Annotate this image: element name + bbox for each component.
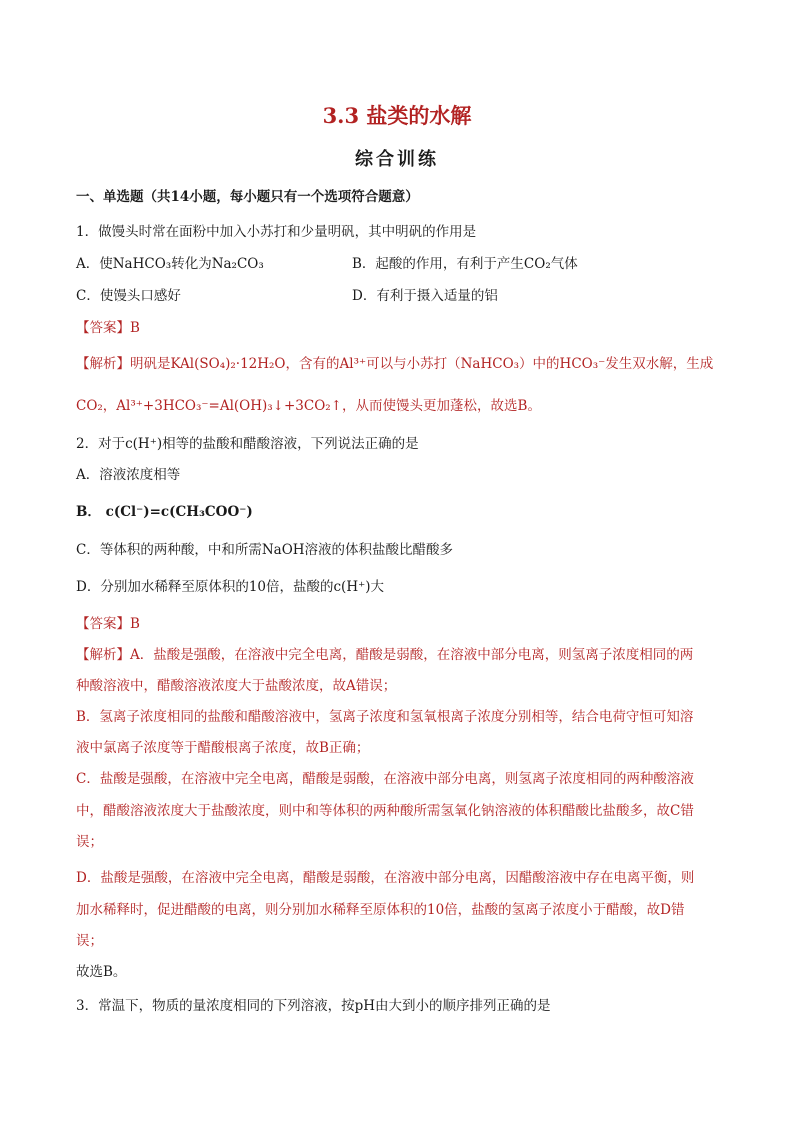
question-2-stem: 2．对于c(H⁺)相等的盐酸和醋酸溶液，下列说法正确的是: [76, 436, 419, 452]
question-2-explanation-line-3: B．氢离子浓度相同的盐酸和醋酸溶液中，氢离子浓度和氢氧根离子浓度分别相等，结合电荷守恒可知溶: [76, 709, 694, 725]
question-2-explanation-line-2: 种酸溶液中，醋酸溶液浓度大于盐酸浓度，故A错误；: [76, 678, 397, 694]
question-1-stem: 1．做馒头时常在面粉中加入小苏打和少量明矾，其中明矾的作用是: [76, 224, 477, 240]
question-2-conclusion: 故选B。: [76, 964, 127, 980]
question-2-explanation-line-1: 【解析】A．盐酸是强酸，在溶液中完全电离，醋酸是弱酸，在溶液中部分电离，则氢离子浓度相同的两: [76, 647, 694, 663]
question-2-explanation-line-9: 加水稀释时，促进醋酸的电离，则分别加水稀释至原体积的10倍，盐酸的氢离子浓度小于醋酸，故D错: [76, 902, 685, 918]
question-2-explanation-line-7: 误；: [76, 834, 103, 850]
question-2-explanation-line-4: 液中氯离子浓度等于醋酸根离子浓度，故B正确；: [76, 740, 370, 756]
question-2-option-b: B． c(Cl⁻)=c(CH₃COO⁻): [76, 504, 253, 520]
question-1-option-d: D．有利于摄入适量的铝: [352, 288, 498, 304]
question-1-option-b: B．起酸的作用，有利于产生CO₂气体: [352, 256, 578, 272]
question-2-option-d: D．分别加水稀释至原体积的10倍，盐酸的c(H⁺)大: [76, 579, 384, 595]
question-1-option-a: A．使NaHCO₃转化为Na₂CO₃: [76, 256, 264, 272]
question-2-explanation-line-10: 误；: [76, 933, 103, 949]
question-1-answer: 【答案】B: [76, 320, 140, 336]
question-2-explanation-line-5: C．盐酸是强酸，在溶液中完全电离，醋酸是弱酸，在溶液中部分电离，则氢离子浓度相同的两种酸溶液: [76, 771, 694, 787]
question-1-option-c: C．使馒头口感好: [76, 288, 181, 304]
question-3-stem: 3．常温下，物质的量浓度相同的下列溶液，按pH由大到小的顺序排列正确的是: [76, 998, 551, 1014]
section-heading: 一、单选题（共14小题，每小题只有一个选项符合题意）: [76, 189, 419, 205]
question-2-explanation-line-8: D．盐酸是强酸，在溶液中完全电离，醋酸是弱酸，在溶液中部分电离，因醋酸溶液中存在电离平衡，则: [76, 870, 695, 886]
page-subtitle: 综合训练: [355, 149, 439, 170]
page-title: 3.3 盐类的水解: [322, 103, 472, 128]
question-1-explanation-line-1: 【解析】明矾是KAl(SO₄)₂·12H₂O，含有的Al³⁺可以与小苏打（NaHCO₃）中的HCO₃⁻发生双水解，生成: [76, 356, 714, 372]
question-2-option-c: C．等体积的两种酸，中和所需NaOH溶液的体积盐酸比醋酸多: [76, 542, 454, 558]
question-1-explanation-line-2: CO₂，Al³⁺+3HCO₃⁻=Al(OH)₃↓+3CO₂↑，从而使馒头更加蓬松，故选B。: [76, 398, 541, 414]
question-2-option-a: A．溶液浓度相等: [76, 467, 181, 483]
question-2-answer: 【答案】B: [76, 616, 140, 632]
question-2-explanation-line-6: 中，醋酸溶液浓度大于盐酸浓度，则中和等体积的两种酸所需氢氧化钠溶液的体积醋酸比盐酸多，故C错: [76, 803, 694, 819]
